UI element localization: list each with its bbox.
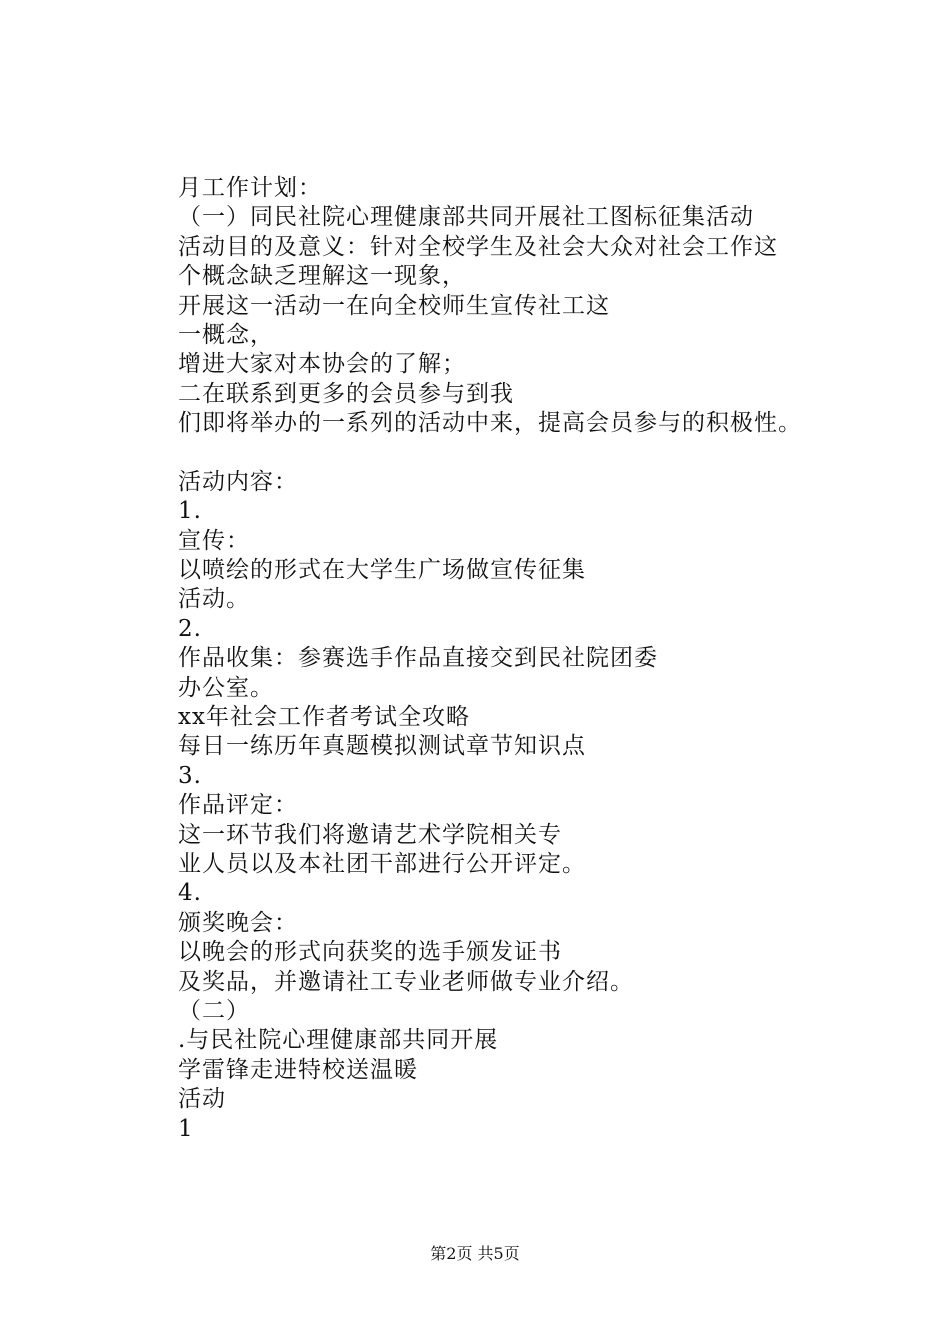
text-line: 月工作计划： xyxy=(178,175,322,201)
text-line: 每日一练历年真题模拟测试章节知识点 xyxy=(178,733,586,760)
text-line: 1. xyxy=(178,498,202,525)
text-line: .与民社院心理健康部共同开展 xyxy=(178,1027,499,1054)
text-line: （二） xyxy=(178,997,250,1024)
text-line: 3. xyxy=(178,762,202,789)
text-line: 活动。 xyxy=(178,586,250,613)
text-line: 活动 xyxy=(178,1086,226,1113)
text-line: 学雷锋走进特校送温暖 xyxy=(178,1056,418,1083)
text-line: 作品评定： xyxy=(178,792,298,819)
text-line: 一概念， xyxy=(178,321,274,348)
text-line: 作品收集：参赛选手作品直接交到民社院团委 xyxy=(178,645,658,672)
text-line: xx年社会工作者考试全攻略 xyxy=(178,704,470,731)
text-line: 二在联系到更多的会员参与到我 xyxy=(178,380,514,407)
text-line: 活动目的及意义：针对全校学生及社会大众对社会工作这 xyxy=(178,233,778,260)
text-line: 增进大家对本协会的了解； xyxy=(178,351,466,378)
document-body xyxy=(178,174,878,1144)
text-line: 这一环节我们将邀请艺术学院相关专 xyxy=(178,821,562,848)
text-line: 们即将举办的一系列的活动中来，提高会员参与的积极性。 xyxy=(178,410,802,437)
text-line: 2. xyxy=(178,615,202,642)
blank-line xyxy=(178,439,878,468)
text-line: 以喷绘的形式在大学生广场做宣传征集 xyxy=(178,557,586,584)
text-line: 宣传： xyxy=(178,527,250,554)
page-number: 第2页 共5页 xyxy=(430,1244,520,1263)
page-footer xyxy=(0,1243,950,1265)
text-line: 活动内容： xyxy=(178,468,298,495)
text-line: 业人员以及本社团干部进行公开评定。 xyxy=(178,850,586,877)
text-line: 1 xyxy=(178,1115,194,1142)
text-line: 以晚会的形式向获奖的选手颁发证书 xyxy=(178,939,562,966)
text-line: 办公室。 xyxy=(178,674,274,701)
text-line: 及奖品，并邀请社工专业老师做专业介绍。 xyxy=(178,968,634,995)
text-line: 颁奖晚会： xyxy=(178,909,298,936)
text-line: 4. xyxy=(178,880,202,907)
text-line: 个概念缺乏理解这一现象， xyxy=(178,263,466,290)
text-line: （一）同民社院心理健康部共同开展社工图标征集活动 xyxy=(178,204,754,231)
text-line: 开展这一活动一在向全校师生宣传社工这 xyxy=(178,292,610,319)
